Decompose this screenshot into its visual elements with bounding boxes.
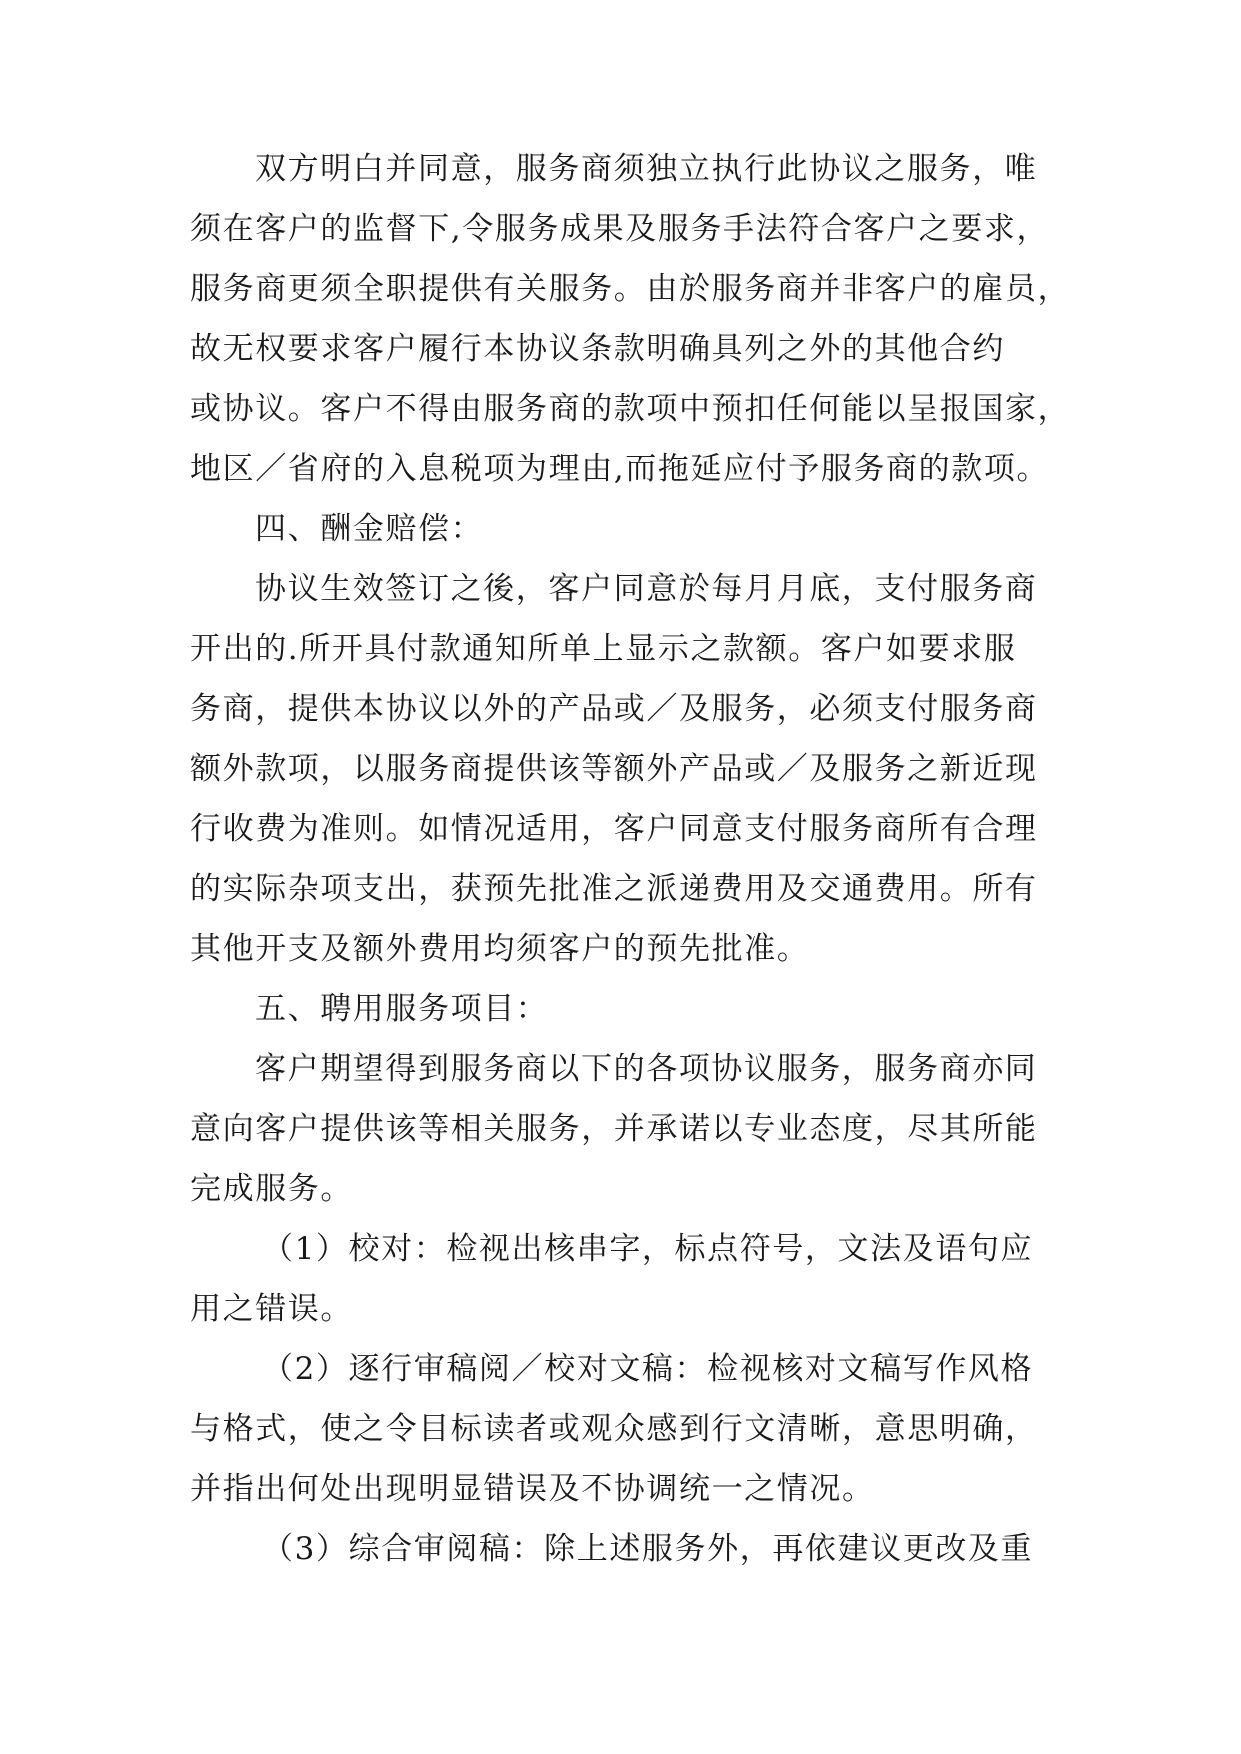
text-line: 其他开支及额外费用均须客户的预先批准。	[190, 931, 810, 967]
text-line: 协议生效签订之後，客户同意於每月月底，支付服务商	[255, 571, 1038, 607]
text-line: 服务商更须全职提供有关服务。由於服务商并非客户的雇员，	[190, 271, 1071, 307]
text-line: 双方明白并同意，服务商须独立执行此协议之服务，唯	[255, 151, 1038, 187]
text-line: 意向客户提供该等相关服务，并承诺以专业态度，尽其所能	[190, 1111, 1038, 1147]
text-line: 完成服务。	[190, 1171, 353, 1207]
text-line: 行收费为准则。如情况适用，客户同意支付服务商所有合理	[190, 811, 1038, 847]
list-item: （1）校对：检视出核串字，标点符号，文法及语句应	[262, 1231, 1034, 1267]
list-item: （3）综合审阅稿：除上述服务外，再依建议更改及重	[262, 1531, 1034, 1567]
text-line: 务商，提供本协议以外的产品或／及服务，必须支付服务商	[190, 691, 1038, 727]
section-heading: 四、酬金赔偿：	[255, 511, 484, 547]
text-line: 或协议。客户不得由服务商的款项中预扣任何能以呈报国家，	[190, 391, 1071, 427]
text-line: 与格式，使之令目标读者或观众感到行文清晰，意思明确，	[190, 1411, 1038, 1447]
text-line: 开出的.所开具付款通知所单上显示之款额。客户如要求服	[190, 631, 1017, 667]
text-line: 额外款项，以服务商提供该等额外产品或／及服务之新近现	[190, 751, 1038, 787]
section-heading: 五、聘用服务项目：	[255, 991, 549, 1027]
text-line: 须在客户的监督下,令服务成果及服务手法符合客户之要求，	[190, 211, 1050, 247]
text-line: 的实际杂项支出，获预先批准之派递费用及交通费用。所有	[190, 871, 1038, 907]
text-line: 用之错误。	[190, 1291, 353, 1327]
text-line: 故无权要求客户履行本协议条款明确具列之外的其他合约	[190, 331, 1005, 367]
text-line: 并指出何处出现明显错误及不协调统一之情况。	[190, 1471, 875, 1507]
list-item: （2）逐行审稿阅／校对文稿：检视核对文稿写作风格	[262, 1351, 1034, 1387]
text-line: 地区／省府的入息税项为理由,而拖延应付予服务商的款项。	[190, 451, 1050, 487]
text-line: 客户期望得到服务商以下的各项协议服务，服务商亦同	[255, 1051, 1038, 1087]
